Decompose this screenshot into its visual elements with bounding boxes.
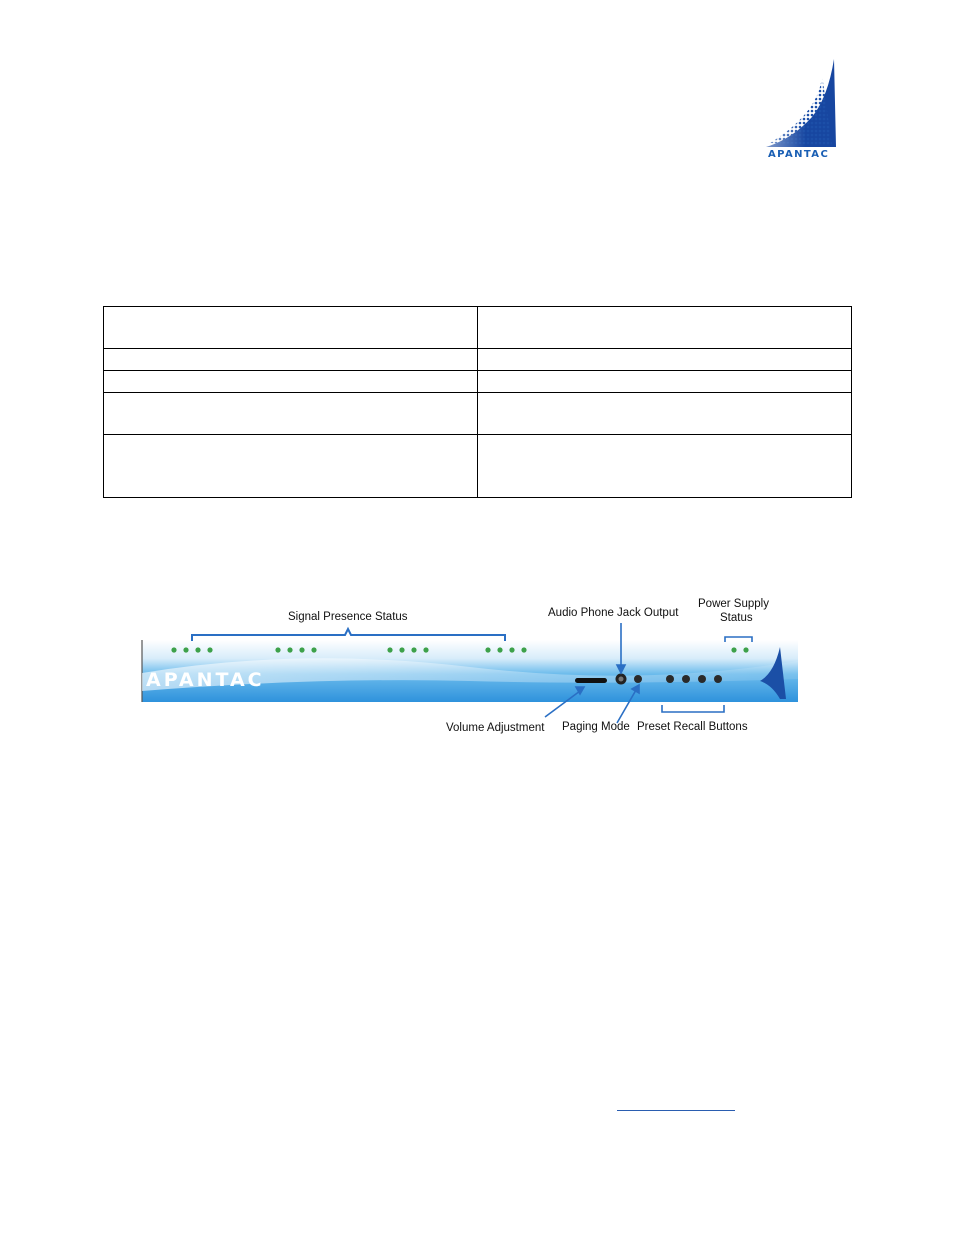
table-row bbox=[104, 393, 852, 435]
power-supply-label-line2: Status bbox=[720, 612, 753, 624]
table-cell bbox=[478, 307, 852, 349]
preset-button bbox=[698, 675, 706, 683]
paging-button bbox=[634, 675, 642, 683]
audio-jack-label: Audio Phone Jack Output bbox=[548, 607, 679, 619]
logo-text: APANTAC bbox=[768, 149, 830, 160]
paging-label: Paging Mode bbox=[562, 721, 630, 733]
panel-brand-text: APANTAC bbox=[146, 669, 265, 691]
led bbox=[207, 647, 212, 652]
table-cell bbox=[104, 307, 478, 349]
volume-knob bbox=[575, 678, 607, 683]
spec-table bbox=[103, 306, 852, 498]
table-cell bbox=[478, 349, 852, 371]
led bbox=[287, 647, 292, 652]
led bbox=[275, 647, 280, 652]
preset-button bbox=[714, 675, 722, 683]
apantac-logo bbox=[762, 57, 840, 163]
table-cell bbox=[478, 435, 852, 498]
preset-button bbox=[666, 675, 674, 683]
front-panel-figure bbox=[140, 595, 820, 740]
table-cell bbox=[478, 393, 852, 435]
led bbox=[311, 647, 316, 652]
table-cell bbox=[104, 349, 478, 371]
table-row bbox=[104, 349, 852, 371]
power-supply-label-line1: Power Supply bbox=[698, 598, 769, 610]
led bbox=[497, 647, 502, 652]
preset-bracket bbox=[662, 705, 724, 712]
hyperlink-underline[interactable] bbox=[617, 1110, 735, 1111]
led bbox=[299, 647, 304, 652]
front-panel-drawing bbox=[140, 595, 820, 740]
volume-label: Volume Adjustment bbox=[446, 722, 545, 734]
led bbox=[387, 647, 392, 652]
led bbox=[485, 647, 490, 652]
table-cell bbox=[104, 371, 478, 393]
table-cell bbox=[478, 371, 852, 393]
led bbox=[509, 647, 514, 652]
table-cell bbox=[104, 393, 478, 435]
led bbox=[171, 647, 176, 652]
signal-presence-label: Signal Presence Status bbox=[288, 611, 408, 623]
led bbox=[195, 647, 200, 652]
table-cell bbox=[104, 435, 478, 498]
preset-label: Preset Recall Buttons bbox=[637, 721, 748, 733]
led bbox=[399, 647, 404, 652]
power-led bbox=[731, 647, 736, 652]
led bbox=[411, 647, 416, 652]
table-row bbox=[104, 371, 852, 393]
table-row bbox=[104, 307, 852, 349]
power-led bbox=[743, 647, 748, 652]
logo-dot-swoosh-icon bbox=[762, 57, 840, 149]
led bbox=[521, 647, 526, 652]
led bbox=[183, 647, 188, 652]
signal-bracket bbox=[192, 629, 505, 641]
preset-button bbox=[682, 675, 690, 683]
led bbox=[423, 647, 428, 652]
table-row bbox=[104, 435, 852, 498]
